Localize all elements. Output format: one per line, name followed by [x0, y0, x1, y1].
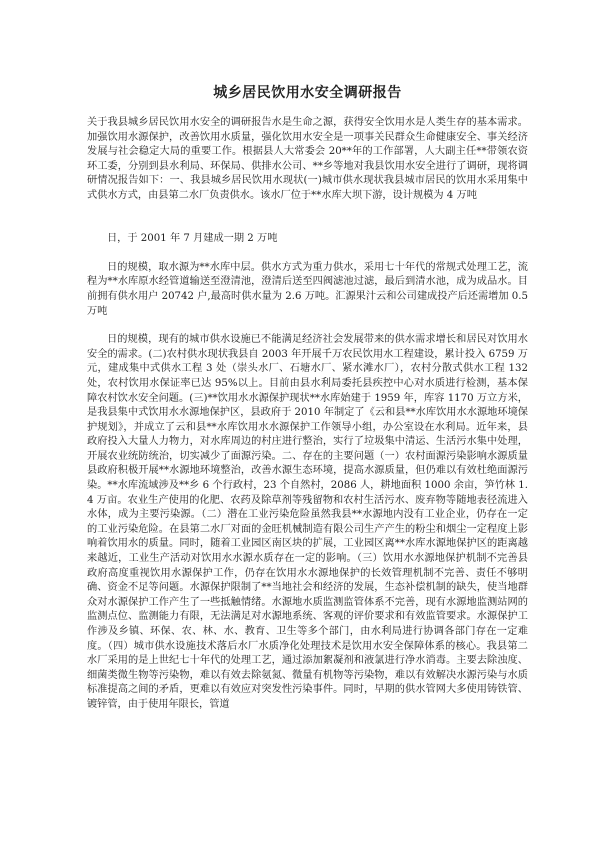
paragraph-date: 日，于 2001 年 7 月建成一期 2 万吨	[107, 233, 278, 245]
document-title: 城乡居民饮用水安全调研报告	[213, 85, 402, 101]
paragraph-intro: 关于我县城乡居民饮用水安全的调研报告水是生命之源，获得安全饮用水是人类生存的基本需求。加强饮用水源保护，改善饮用水质量，强化饮用水安全是一项事关民群众生命健康安全、事关经济发展与社会稳定大局的重要工作。根据县人大常委会 20**年的工作部署，人大副主任**带领农资环工委，分别到县水利局、环保局、供排水公司、**乡等地对我县饮用水安全进行了调研，现将调研情况报告如下：一、我县城乡居民饮用水现状(一)城市供水现状我县城市居民的饮用水采用集中式供水方式，由县第二水厂负责供水。该水厂位于**水库大坝下游，设计规模为 4 万吨	[87, 117, 528, 201]
paragraph-scale: 日的规模，取水源为**水库中层。供水方式为重力供水，采用七十年代的常规式处理工艺，流程为**水库原水经管道输送至澄清池，澄清后送至四阀滤池过滤，最后到清水池，成为成品水。目前拥有供水用户 20742 户,最高时供水量为 2.6 万吨。汇源果汁云和公司建成投产后还需增加 0.5 万吨	[87, 261, 528, 317]
paragraph-main: 日的规模，现有的城市供水设施已不能满足经济社会发展带来的供水需求增长和居民对饮用水安全的需求。(二)农村供水现状我县自 2003 年开展千万农民饮用水工程建设，累计投入 6759 万元，建成集中式供水工程 3 处（崇头水厂、石塘水厂、紧水滩水厂），农村分散式供水工程 132 处，农村饮用水保证率已达 95%以上。目前由县水利局委托县疾控中心对水质进行检测，基本保障农村饮水安全问题。(三)**饮用水水源保护现状**水库始建于 1959 年，库容 1170 万立方米，是我县集中式饮用水水源地保护区，县政府于 2010 年制定了《云和县**水库饮用水水源地环境保护规划》，并成立了云和县**水库饮用水水源保护工作领导小组，办公室设在水利局。近年来，县政府投入大量人力物力，对水库周边的村庄进行整治，实行了垃圾集中清运、生活污水集中处理，开展农业统防统治，切实减少了面源污染。二、存在的主要问题（一）农村面源污染影响水源质量县政府积极开展**水源地环境整治，改善水源生态环境，提高水源质量，但仍难以有效杜绝面源污染。**水库流域涉及**乡 6 个行政村，23 个自然村，2086 人，耕地面积 1000 余亩，笋竹林 1.4 万亩。农业生产使用的化肥、农药及除草剂等残留物和农村生活污水、废弃物等随地表径流进入水体，成为主要污染源。（二）潜在工业污染危险虽然我县**水源地内没有工业企业，仍存在一定的工业污染危险。在县第二水厂对面的金旺机械制造有限公司生产产生的粉尘和烟尘一定程度上影响着饮用水的质量。同时，随着工业园区南区块的扩展，工业园区离**水库水源地保护区的距离越来越近，工业生产活动对饮用水水源水质存在一定的影响。（三）饮用水水源地保护机制不完善县政府高度重视饮用水源保护工作，仍存在饮用水水源地保护的长效管理机制不完善、责任不够明确、资金不足等问题。水源保护限制了**当地社会和经济的发展，生态补偿机制的缺失，使当地群众对水源保护工作产生了一些抵触情绪。水源地水质监测监管体系不完善，现有水源地监测站网的监测点位、监测能力有限，无法满足对水源地系统、客观的评价要求和有效监管要求。水源保护工作涉及乡镇、环保、农、林、水、教育、卫生等多个部门，由水利局进行协调各部门存在一定难度。（四）城市供水设施技术落后水厂水质净化处理技术是饮用水安全保障体系的核心。我县第二水厂采用的是上世纪七十年代的处理工艺，通过添加絮凝剂和液氯进行净水消毒。主要去除浊度、细菌类微生物等污染物，难以有效去除氨氮、微量有机物等污染物，难以有效解决水源污染与水质标准提高之间的矛盾，更难以有效应对突发性污染事件。同时，早期的供水管网大多使用铸铁管、镀锌管，由于使用年限长，管道	[87, 334, 528, 710]
paragraph-blank-line	[87, 204, 528, 219]
